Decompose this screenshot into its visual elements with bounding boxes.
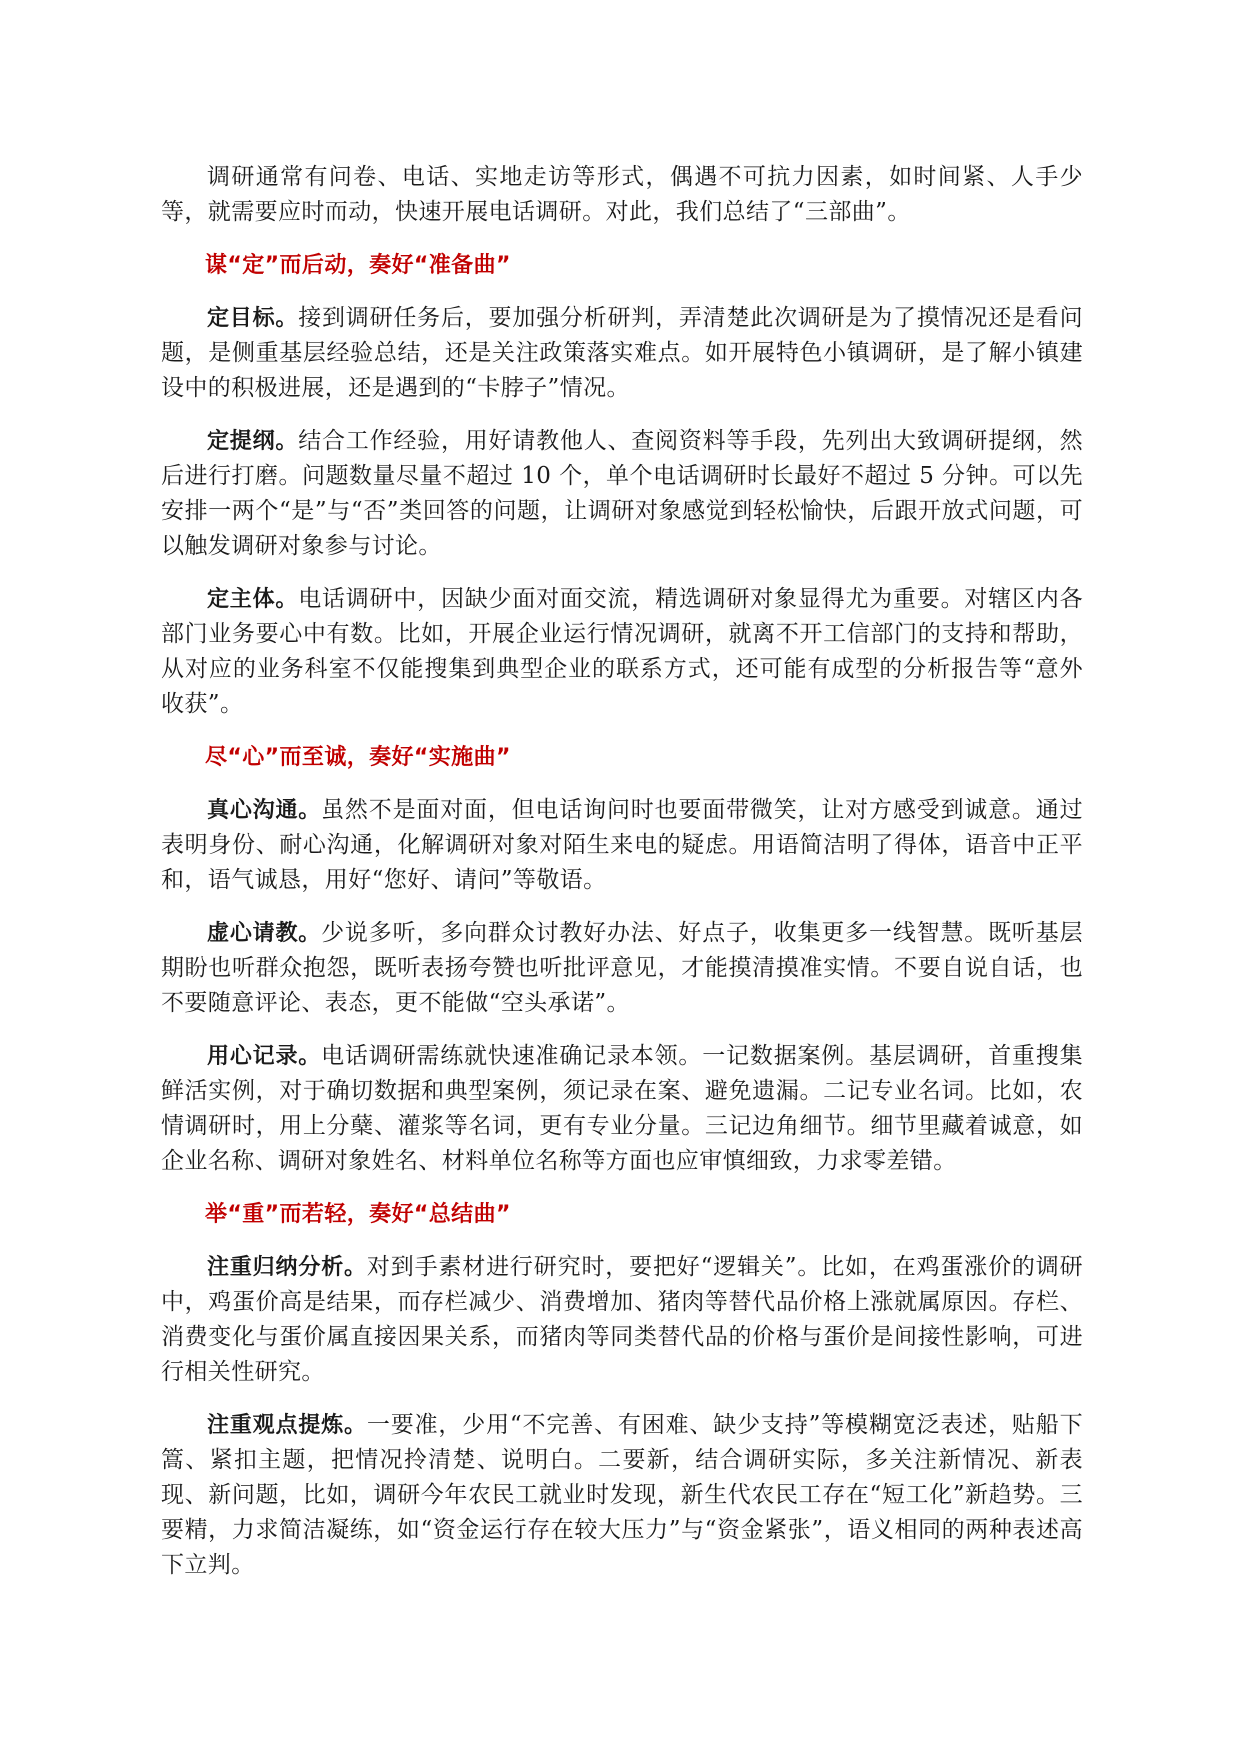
paragraph-lead: 定主体。 [207,587,299,612]
paragraph-define-goal [161,301,1083,406]
paragraph-text: 少说多听，多向群众讨教好办法、好点子，收集更多一线智慧。既听基层期盼也听群众抱怨，既听表扬夸赞也听批评意见，才能摸清摸准实情。不要自说自话，也不要随意评论、表态，更不能做“空头承诺”。 [161,920,1083,1016]
paragraph-text: 虽然不是面对面，但电话询问时也要面带微笑，让对方感受到诚意。通过表明身份、耐心沟通，化解调研对象对陌生来电的疑虑。用语简洁明了得体，语音中正平和，语气诚恳，用好“您好、请问”等敬语。 [161,797,1083,893]
paragraph-lead: 定提纲。 [207,429,299,454]
paragraph-text: 电话调研需练就快速准确记录本领。一记数据案例。基层调研，首重搜集鲜活实例，对于确切数据和典型案例，须记录在案、避免遗漏。二记专业名词。比如，农情调研时，用上分蘖、灌浆等名词，更有专业分量。三记边角细节。细节里藏着诚意，如企业名称、调研对象姓名、材料单位名称等方面也应审慎细致，力求零差错。 [161,1043,1083,1174]
intro-paragraph: 调研通常有问卷、电话、实地走访等形式，偶遇不可抗力因素，如时间紧、人手少等，就需要应时而动，快速开展电话调研。对此，我们总结了“三部曲”。 [161,164,1083,225]
paragraph-humble-inquiry [161,916,1083,1021]
paragraph-lead: 虚心请教。 [207,921,322,946]
paragraph-text: 对到手素材进行研究时，要把好“逻辑关”。比如，在鸡蛋涨价的调研中，鸡蛋价高是结果，而存栏减少、消费增加、猪肉等替代品价格上涨就属原因。存栏、消费变化与蛋价属直接因果关系，而猪肉等同类替代品的价格与蛋价是间接性影响，可进行相关性研究。 [161,1254,1083,1385]
paragraph-lead: 真心沟通。 [207,798,322,823]
article-body [161,160,1083,1601]
paragraph-viewpoint-refinement [161,1408,1083,1583]
section-heading-implementation: 尽“心”而至诚，奏好“实施曲” [205,745,511,770]
paragraph-text: 接到调研任务后，要加强分析研判，弄清楚此次调研是为了摸情况还是看问题，是侧重基层经验总结，还是关注政策落实难点。如开展特色小镇调研，是了解小镇建设中的积极进展，还是遇到的“卡脖子”情况。 [161,305,1083,401]
paragraph-lead: 定目标。 [207,306,299,331]
paragraph-lead: 注重观点提炼。 [207,1413,367,1438]
paragraph-text: 一要准，少用“不完善、有困难、缺少支持”等模糊宽泛表述，贴船下篙、紧扣主题，把情况拎清楚、说明白。二要新，结合调研实际，多关注新情况、新表现、新问题，比如，调研今年农民工就业时发现，新生代农民工存在“短工化”新趋势。三要精，力求简洁凝练，如“资金运行存在较大压力”与“资金紧张”，语义相同的两种表述高下立判。 [161,1412,1083,1578]
paragraph-careful-recording [161,1039,1083,1179]
paragraph-text: 电话调研中，因缺少面对面交流，精选调研对象显得尤为重要。对辖区内各部门业务要心中有数。比如，开展企业运行情况调研，就离不开工信部门的支持和帮助，从对应的业务科室不仅能搜集到典型企业的联系方式，还可能有成型的分析报告等“意外收获”。 [161,586,1083,717]
paragraph-define-subject [161,582,1083,722]
paragraph-induction-analysis [161,1250,1083,1390]
paragraph-lead: 注重归纳分析。 [207,1255,367,1280]
paragraph-define-outline [161,424,1083,564]
paragraph-lead: 用心记录。 [207,1044,322,1069]
paragraph-text: 结合工作经验，用好请教他人、查阅资料等手段，先列出大致调研提纲，然后进行打磨。问题数量尽量不超过 10 个，单个电话调研时长最好不超过 5 分钟。可以先安排一两个“是”与“否”类回答的问题，让调研对象感觉到轻松愉快，后跟开放式问题，可以触发调研对象参与讨论。 [161,428,1083,559]
section-heading-summary: 举“重”而若轻，奏好“总结曲” [205,1202,511,1227]
section-heading-preparation: 谋“定”而后动，奏好“准备曲” [205,253,511,278]
paragraph-sincere-communication [161,793,1083,898]
